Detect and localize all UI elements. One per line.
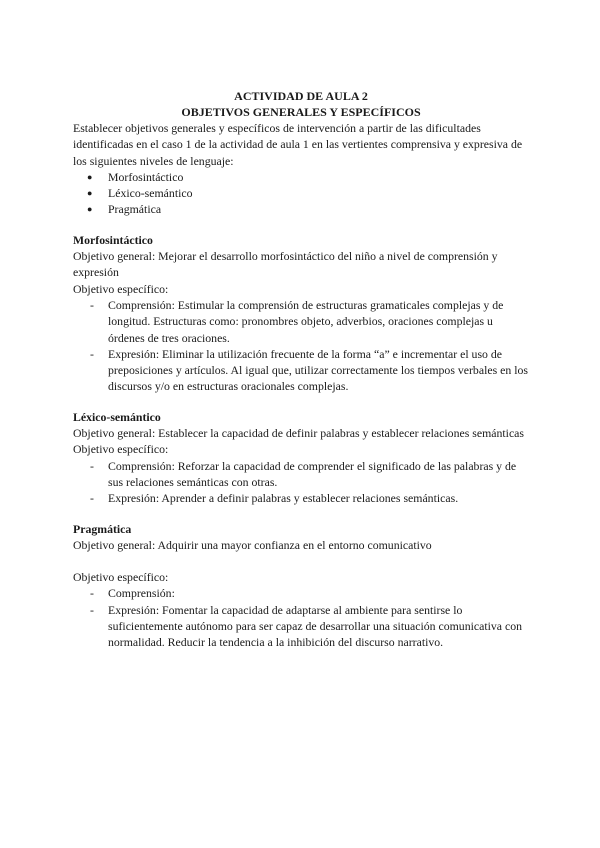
section-heading: Pragmática [73,521,132,536]
specific-objective-item: - Comprensión: Reforzar la capacidad de comprender el significado de las palabras y de sus relaciones semánticas con otras. [73,458,529,491]
title-line-1: ACTIVIDAD DE AULA 2 [234,89,368,103]
specific-objective-item: - Comprensión: [73,585,529,601]
specific-objective-label: Objetivo específico: [73,570,169,585]
section-heading: Léxico-semántico [73,409,161,424]
general-objective: Objetivo general: Mejorar el desarrollo morfosintáctico del niño a nivel de comprensión y expresión [73,249,498,280]
level-item: ● Morfosintáctico [73,169,529,185]
general-objective: Objetivo general: Establecer la capacidad de definir palabras y establecer relaciones semánticas [73,426,525,441]
blank-line [73,553,529,569]
title-line-2: OBJETIVOS GENERALES Y ESPECÍFICOS [181,105,421,119]
level-item: ● Léxico-semántico [73,185,529,201]
specific-objective-label: Objetivo específico: [73,281,169,296]
section-lexico-semantico [73,409,529,507]
section-morfosintactico [73,232,529,395]
levels-list [73,169,529,218]
specific-objectives-list [73,458,529,507]
document-page [73,88,529,651]
document-title [73,88,529,120]
specific-objective-label: Objetivo específico: [73,442,169,457]
specific-objective-item: - Comprensión: Estimular la comprensión de estructuras gramaticales complejas y de longitud. Estructuras como: pronombres objeto, adverbios, oraciones complejas u órdenes de tres oraciones. [73,297,529,346]
intro-paragraph: Establecer objetivos generales y específicos de intervención a partir de las dificultades identificadas en el caso 1 de la actividad de aula 1 en las vertientes comprensiva y expresiva de los siguientes niveles de lenguaje: [73,121,523,168]
level-item: ● Pragmática [73,201,529,217]
section-pragmatica [73,521,529,651]
section-heading: Morfosintáctico [73,232,153,247]
general-objective: Objetivo general: Adquirir una mayor confianza en el entorno comunicativo [73,537,432,552]
specific-objectives-list [73,585,529,650]
specific-objective-item: - Expresión: Eliminar la utilización frecuente de la forma “a” e incrementar el uso de preposiciones y artículos. Al igual que, utilizar correctamente los tiempos verbales en los discursos y/o en estructuras oracionales complejas. [73,346,529,395]
specific-objective-item: - Expresión: Fomentar la capacidad de adaptarse al ambiente para sentirse lo suficientemente autónomo para ser capaz de desarrollar una situación comunicativa con normalidad. Reducir la tendencia a la inhibición del discurso narrativo. [73,602,529,651]
specific-objective-item: - Expresión: Aprender a definir palabras y establecer relaciones semánticas. [73,490,529,506]
specific-objectives-list [73,297,529,395]
